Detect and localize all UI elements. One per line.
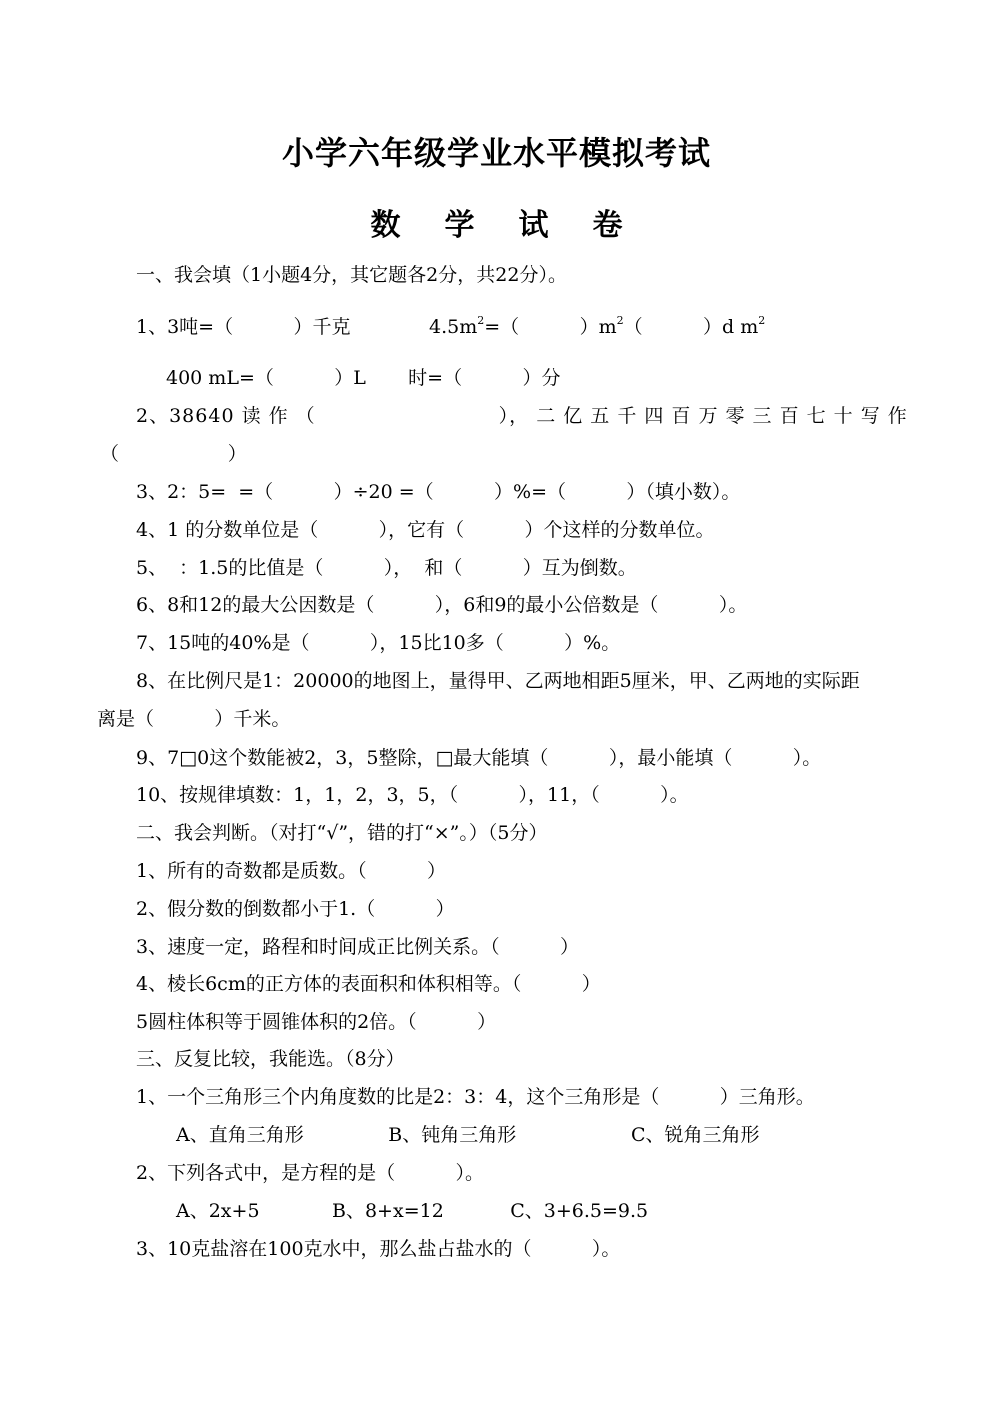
question-8-line-1: 8、在比例尺是1：20000的地图上，量得甲、乙两地相距5厘米，甲、乙两地的实际距 <box>136 670 860 692</box>
question-9: 9、7□0这个数能被2，3，5整除，□最大能填（ ），最小能填（ ）。 <box>136 747 822 769</box>
judge-1: 1、所有的奇数都是质数。（ ） <box>136 860 446 882</box>
question-8-line-2: 离是（ ）千米。 <box>97 708 291 730</box>
question-2-line-1: 2、38640 读 作 （ ）， 二 亿 五 千 四 百 万 零 三 百 七 十 写 作 <box>136 405 908 427</box>
question-10: 10、按规律填数：1，1，2，3，5，（ ），11，（ ）。 <box>136 784 689 806</box>
choice-1: 1、一个三角形三个内角度数的比是2：3：4，这个三角形是（ ）三角形。 <box>136 1086 815 1108</box>
question-1-line-2: 400 mL=（ ）L 时=（ ）分 <box>166 367 561 389</box>
judge-2: 2、假分数的倒数都小于1.（ ） <box>136 898 455 920</box>
choice-2: 2、下列各式中，是方程的是（ ）。 <box>136 1162 484 1184</box>
choice-1-options: A、直角三角形 B、钝角三角形 C、锐角三角形 <box>176 1124 760 1146</box>
judge-5: 5圆柱体积等于圆锥体积的2倍。（ ） <box>136 1011 497 1033</box>
judge-3: 3、速度一定，路程和时间成正比例关系。（ ） <box>136 936 579 958</box>
question-2-line-2: （ ） <box>100 443 247 465</box>
judge-4: 4、棱长6cm的正方体的表面积和体积相等。（ ） <box>136 973 601 995</box>
section-3-heading: 三、反复比较，我能选。（8分） <box>136 1048 405 1070</box>
choice-2-options: A、2x+5 B、8+x=12 C、3+6.5=9.5 <box>176 1200 649 1222</box>
choice-3: 3、10克盐溶在100克水中，那么盐占盐水的（ ）。 <box>136 1238 621 1260</box>
question-1-line-1: 1、3吨=（ ）千克 $4.5m^2=$（ ）$m^2$（ ）d $m^2$ <box>136 314 766 338</box>
question-3: 3、2：5= =（ ）÷20 =（ ）%=（ ）（填小数）。 <box>136 481 741 503</box>
section-1-heading: 一、我会填（1小题4分，其它题各2分，共22分）。 <box>136 264 567 286</box>
question-6: 6、8和12的最大公因数是（ ），6和9的最小公倍数是（ ）。 <box>136 594 748 616</box>
question-5: 5、 ：1.5的比值是（ ）， 和（ ）互为倒数。 <box>136 557 637 579</box>
page-subtitle: 数学试卷 <box>370 208 667 243</box>
page-title: 小学六年级学业水平模拟考试 <box>281 134 711 172</box>
question-4: 4、1 的分数单位是（ ），它有（ ）个这样的分数单位。 <box>136 519 715 541</box>
section-2-heading: 二、我会判断。（对打“√”，错的打“×”。）（5分） <box>136 822 548 844</box>
question-7: 7、15吨的40%是（ ），15比10多（ ）%。 <box>136 632 621 654</box>
